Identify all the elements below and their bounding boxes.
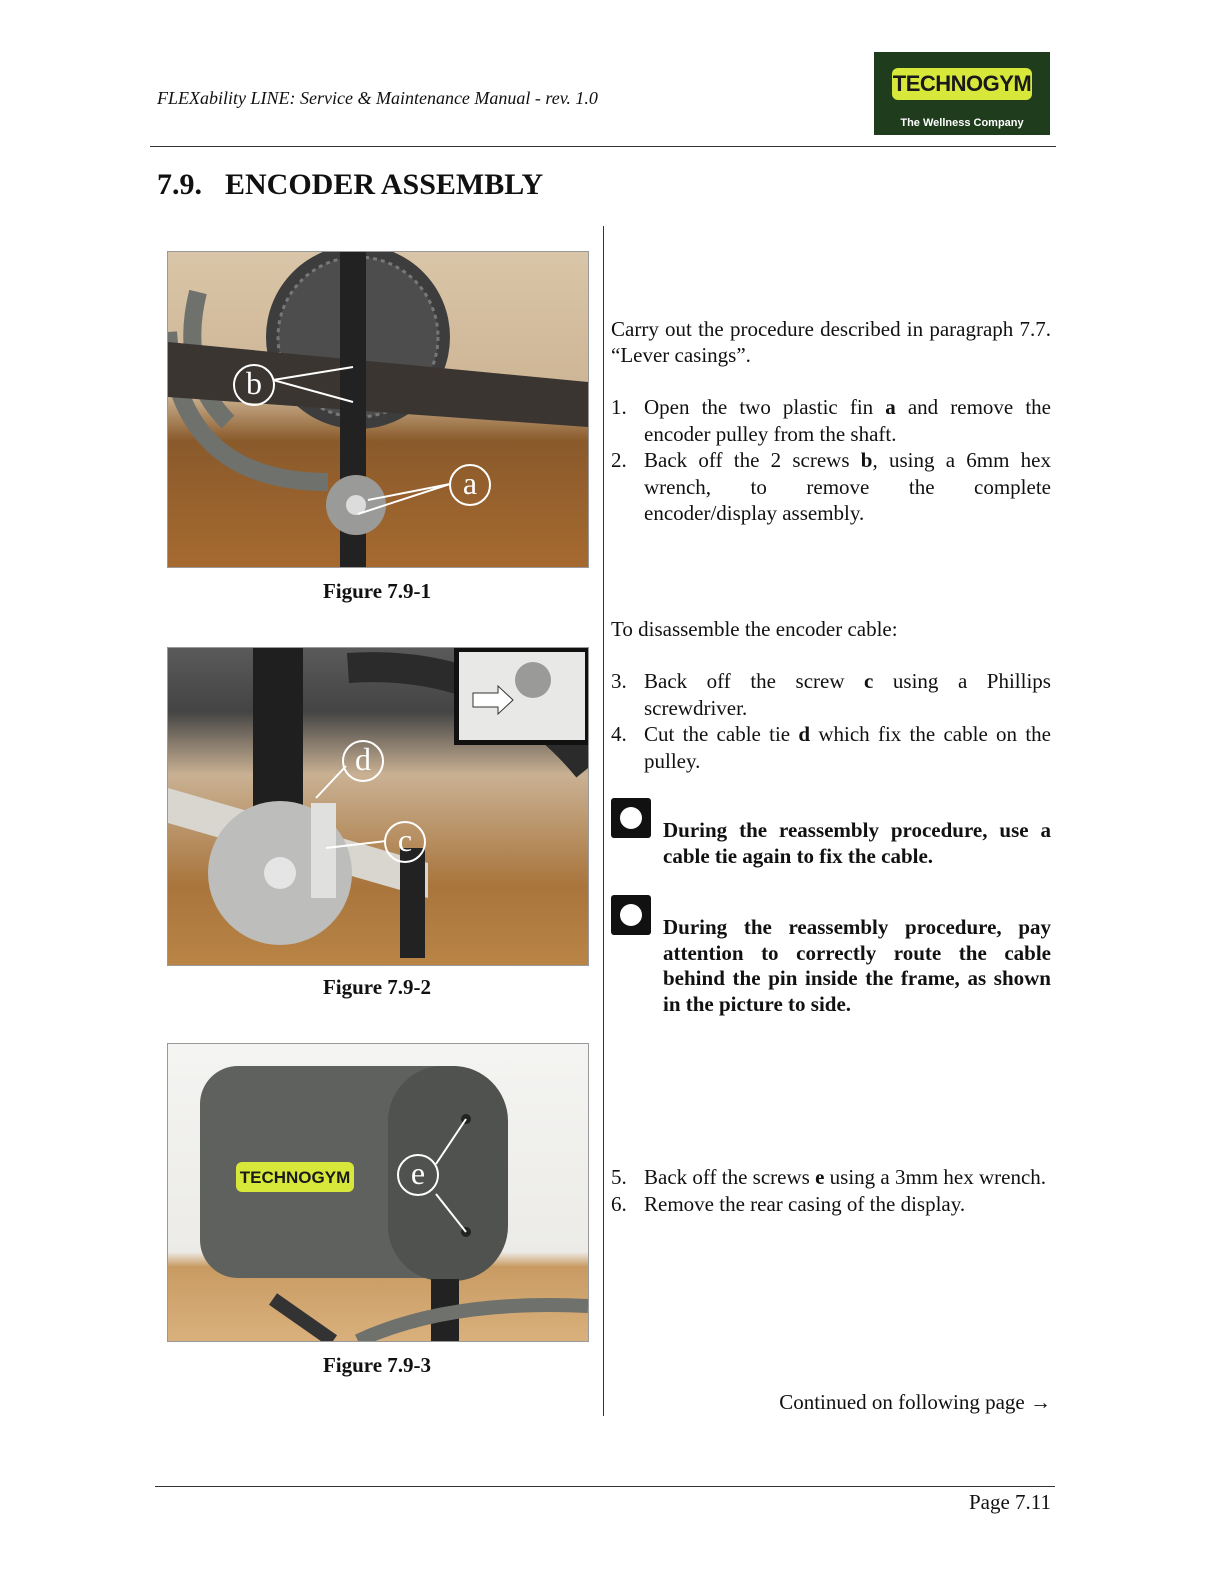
section-number: 7.9. bbox=[157, 168, 202, 201]
list-item: 2. Back off the 2 screws b, using a 6mm hex wrench, to remove the complete encoder/display assembly. bbox=[611, 448, 1051, 525]
steps-list-1 bbox=[611, 394, 1051, 527]
callout-e: e bbox=[397, 1154, 439, 1196]
note-icon bbox=[611, 798, 651, 838]
continued-notice: Continued on following page → bbox=[779, 1390, 1051, 1414]
callout-c: c bbox=[384, 821, 426, 863]
figure-caption-3: Figure 7.9-3 bbox=[322, 1353, 432, 1377]
figure-photo-3 bbox=[167, 1043, 589, 1342]
footer-divider bbox=[155, 1486, 1055, 1487]
cable-intro: To disassemble the encoder cable: bbox=[611, 617, 898, 641]
figure-caption-2: Figure 7.9-2 bbox=[322, 975, 432, 999]
header-divider bbox=[150, 146, 1056, 147]
casing-logo-wordmark: TECHNOGYM bbox=[239, 1168, 351, 1187]
figure-photo-1 bbox=[167, 251, 589, 568]
intro-paragraph: Carry out the procedure described in paragraph 7.7. “Lever casings”. bbox=[611, 317, 1051, 367]
list-item: 4. Cut the cable tie d which fix the cable on the pulley. bbox=[611, 722, 1051, 773]
list-item: 3. Back off the screw c using a Phillips screwdriver. bbox=[611, 669, 1051, 720]
list-item: 5. Back off the screws e using a 3mm hex wrench. bbox=[611, 1165, 1047, 1189]
callout-a: a bbox=[449, 464, 491, 506]
figure-photo-2 bbox=[167, 647, 589, 966]
technogym-logo bbox=[874, 52, 1050, 135]
steps-list-2 bbox=[611, 668, 1051, 774]
figure-3-illustration bbox=[168, 1044, 588, 1341]
section-title: ENCODER ASSEMBLY bbox=[225, 168, 544, 201]
figure-1-illustration bbox=[168, 252, 588, 567]
callout-b: b bbox=[233, 364, 275, 406]
list-item: 1. Open the two plastic fin a and remove the encoder pulley from the shaft. bbox=[611, 395, 1051, 446]
logo-tagline: The Wellness Company bbox=[900, 117, 1024, 129]
column-divider bbox=[603, 226, 604, 1416]
document-header-title: FLEXability LINE: Service & Maintenance Manual - rev. 1.0 bbox=[157, 88, 598, 108]
list-item: 6. Remove the rear casing of the display. bbox=[611, 1191, 966, 1216]
logo-wordmark: TECHNOGYM bbox=[892, 68, 1032, 100]
note-icon bbox=[611, 895, 651, 935]
callout-d: d bbox=[342, 740, 384, 782]
figure-caption-1: Figure 7.9-1 bbox=[322, 579, 432, 603]
note-2: During the reassembly procedure, pay attention to correctly route the cable behind the pin inside the frame, as shown in the picture to side. bbox=[663, 915, 1051, 1016]
note-1: During the reassembly procedure, use a cable tie again to fix the cable. bbox=[663, 818, 1051, 868]
page-number: Page 7.11 bbox=[968, 1490, 1051, 1514]
steps-list-3 bbox=[611, 1164, 1051, 1217]
figure-2-illustration bbox=[168, 648, 588, 965]
